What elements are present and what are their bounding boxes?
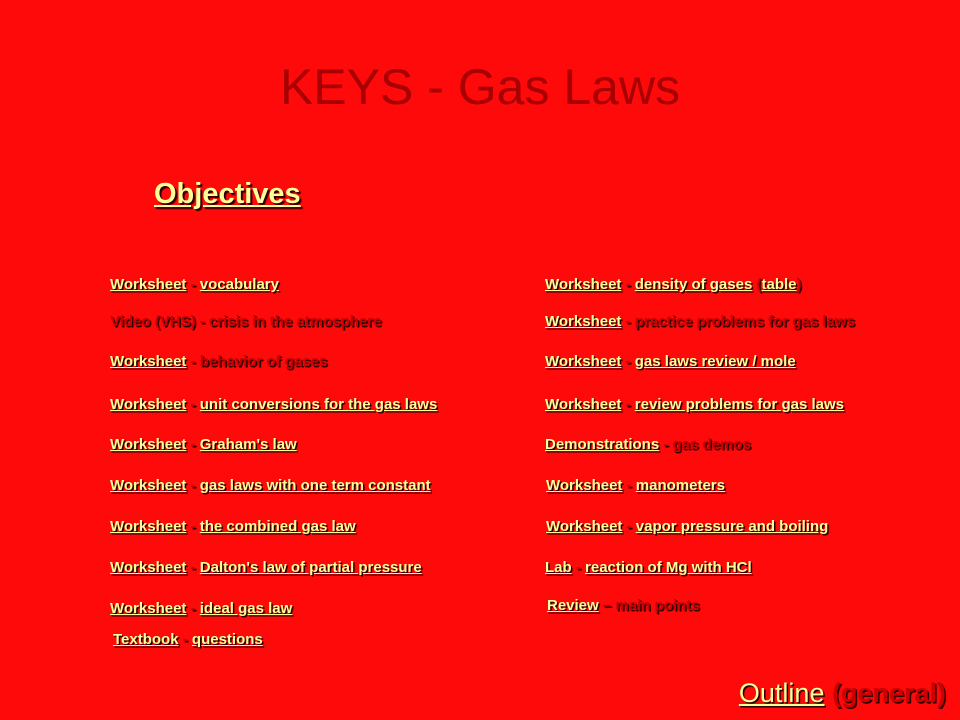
right-item-practice-problems: [545, 313, 855, 330]
worksheet-link[interactable]: Worksheet: [110, 276, 187, 293]
left-item-grahams-law: [110, 436, 297, 453]
lab-link[interactable]: Lab: [545, 559, 572, 576]
separator: -: [621, 396, 635, 413]
topic-text: practice problems for gas laws: [634, 313, 855, 330]
topic-link[interactable]: manometers: [635, 477, 725, 494]
topic-link[interactable]: reaction of Mg with HCl: [585, 559, 752, 576]
outline-link[interactable]: Outline: [738, 678, 825, 708]
separator: -: [186, 396, 200, 413]
separator: -: [621, 353, 635, 370]
right-item-lab: [545, 559, 752, 576]
topic-link[interactable]: gas laws with one term constant: [199, 477, 431, 494]
left-item-daltons-law: [110, 559, 422, 576]
separator: -: [186, 436, 200, 453]
separator: -: [186, 600, 200, 617]
worksheet-link[interactable]: Worksheet: [545, 276, 622, 293]
left-item-behavior: [110, 353, 327, 370]
separator: -: [178, 631, 192, 648]
separator: -: [622, 518, 636, 535]
worksheet-link[interactable]: Worksheet: [110, 353, 187, 370]
worksheet-link[interactable]: Worksheet: [546, 477, 623, 494]
worksheet-link[interactable]: Worksheet: [545, 313, 622, 330]
left-item-unit-conversions: [110, 396, 437, 413]
video-text: Video (VHS) - crisis in the atmosphere: [110, 313, 382, 330]
left-item-vocabulary: [110, 276, 279, 293]
right-item-review-problems: [545, 396, 844, 413]
topic-link[interactable]: ideal gas law: [199, 600, 293, 617]
right-item-demonstrations: [545, 436, 751, 453]
table-link[interactable]: table: [761, 276, 797, 293]
worksheet-link[interactable]: Worksheet: [110, 477, 187, 494]
topic-link[interactable]: review problems for gas laws: [634, 396, 845, 413]
right-item-gas-laws-review: [545, 353, 796, 370]
worksheet-link[interactable]: Worksheet: [546, 518, 623, 535]
worksheet-link[interactable]: Worksheet: [545, 353, 622, 370]
page-title: KEYS - Gas Laws: [279, 59, 681, 115]
worksheet-link[interactable]: Worksheet: [545, 396, 622, 413]
right-item-review: [547, 597, 700, 614]
demonstrations-link[interactable]: Demonstrations: [545, 436, 660, 453]
topic-link[interactable]: vapor pressure and boiling: [635, 518, 829, 535]
topic-link[interactable]: vocabulary: [199, 276, 279, 293]
worksheet-link[interactable]: Worksheet: [110, 396, 187, 413]
topic-link[interactable]: gas laws review / mole: [634, 353, 796, 370]
left-item-textbook: [113, 631, 263, 648]
left-item-video: [110, 313, 381, 330]
right-item-vapor-pressure: [546, 518, 828, 535]
separator: -: [186, 559, 200, 576]
topic-link[interactable]: density of gases: [634, 276, 753, 293]
separator: -: [621, 276, 635, 293]
separator: -: [186, 276, 200, 293]
topic-link[interactable]: unit conversions for the gas laws: [199, 396, 438, 413]
general-text: (general): [824, 678, 946, 708]
separator: -: [571, 559, 586, 576]
review-link[interactable]: Review: [547, 597, 599, 614]
topic-link[interactable]: Dalton's law of partial pressure: [199, 559, 422, 576]
worksheet-link[interactable]: Worksheet: [110, 436, 187, 453]
topic-link[interactable]: the combined gas law: [199, 518, 356, 535]
footer: [739, 678, 946, 709]
paren-close: ): [796, 276, 802, 293]
topic-text: main points: [615, 597, 700, 614]
worksheet-link[interactable]: Worksheet: [110, 518, 187, 535]
topic-link[interactable]: Graham's law: [199, 436, 297, 453]
separator: –: [598, 597, 616, 614]
separator: -: [621, 313, 635, 330]
left-item-ideal-gas-law: [110, 600, 292, 617]
topic-text: behavior of gases: [199, 353, 328, 370]
objectives-link[interactable]: Objectives: [154, 178, 301, 210]
worksheet-link[interactable]: Worksheet: [110, 559, 187, 576]
separator: -: [622, 477, 636, 494]
topic-text: gas demos: [672, 436, 751, 453]
separator: -: [186, 477, 200, 494]
paren-open: (: [752, 276, 762, 293]
questions-link[interactable]: questions: [191, 631, 263, 648]
left-item-combined-gas-law: [110, 518, 356, 535]
separator: -: [186, 353, 200, 370]
separator: -: [659, 436, 673, 453]
right-item-manometers: [546, 477, 725, 494]
right-item-density: [545, 276, 802, 293]
separator: -: [186, 518, 200, 535]
worksheet-link[interactable]: Worksheet: [110, 600, 187, 617]
textbook-link[interactable]: Textbook: [113, 631, 179, 648]
left-item-one-term-constant: [110, 477, 431, 494]
